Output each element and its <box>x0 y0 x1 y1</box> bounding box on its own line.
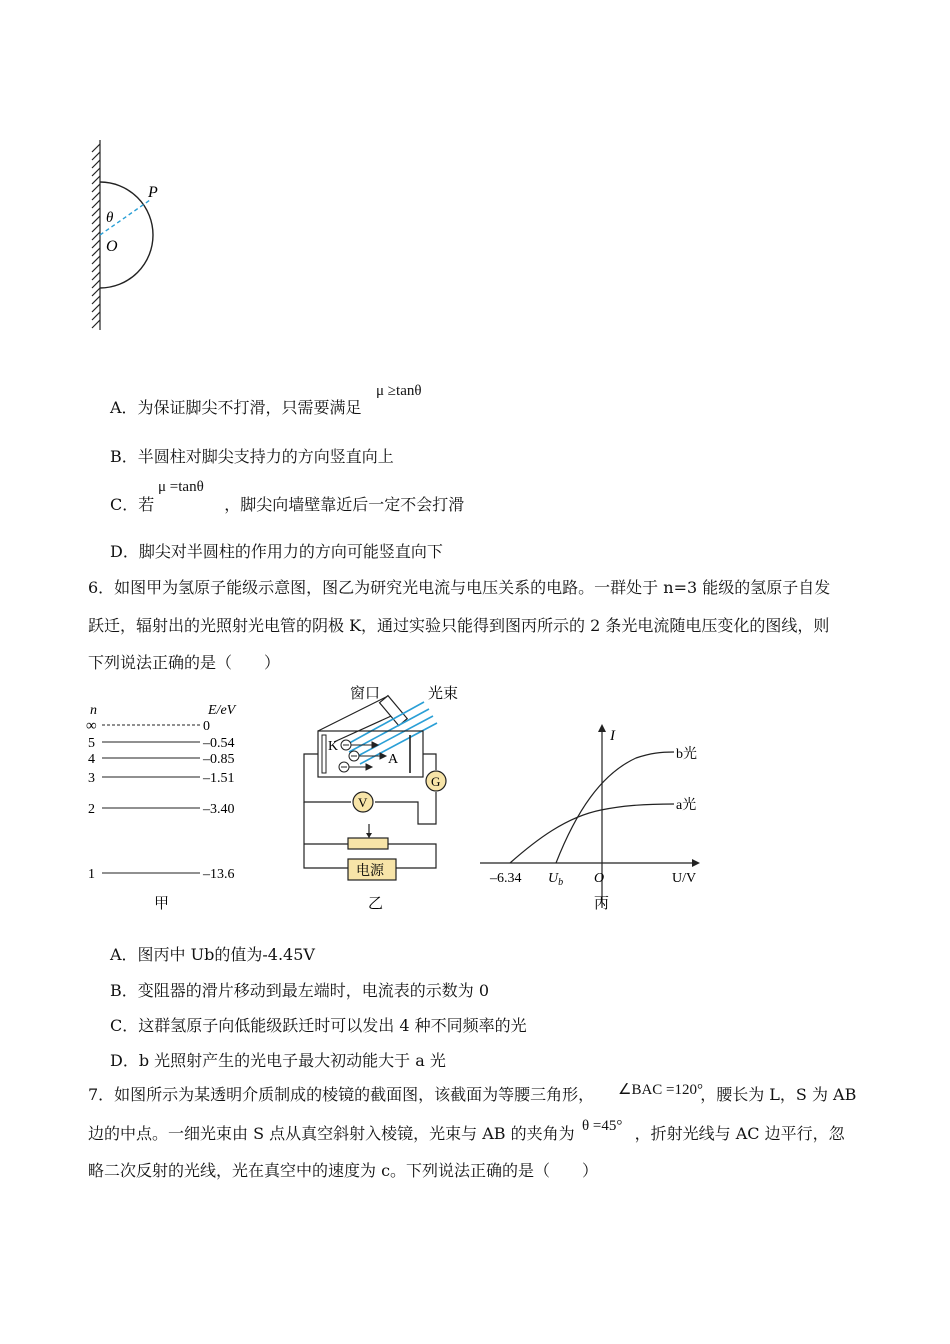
u-axis-label: U/V <box>672 871 697 886</box>
energy-level-diagram <box>82 698 252 913</box>
q7-stem-line3: 略二次反射的光线，光在真空中的速度为 c。下列说法正确的是（ ） <box>88 1161 599 1180</box>
level-1-n: 1 <box>88 867 95 882</box>
level-3-e: –1.51 <box>203 771 235 786</box>
q7-line2-part-b: ，折射光线与 AC 边平行，忽 <box>634 1124 845 1143</box>
level-inf-n: ∞ <box>86 718 97 734</box>
i-label: I <box>610 728 615 744</box>
galvanometer-label: G <box>431 774 441 789</box>
q5-option-a-text: A．为保证脚尖不打滑，只需要满足 <box>110 398 362 417</box>
q6-stem-line3: 下列说法正确的是（ ） <box>88 653 281 672</box>
q6-option-a: A．图丙中 Ub的值为-4.45V <box>110 945 315 964</box>
level-4-e: –0.85 <box>203 752 235 767</box>
q7-formula-theta: θ =45° <box>582 1118 623 1134</box>
q5-option-a-formula: μ ≥tanθ <box>376 383 422 399</box>
q5-option-c-formula: μ =tanθ <box>158 479 204 495</box>
q7-line1-part-a: 7．如图所示为某透明介质制成的棱镜的截面图，该截面为等腰三角形， <box>88 1085 595 1104</box>
level-2-e: –3.40 <box>203 802 235 817</box>
iu-graph <box>476 722 706 914</box>
rheostat <box>348 838 388 849</box>
n-label: n <box>90 703 97 718</box>
power-source-label: 电源 <box>356 864 384 879</box>
anode-label: A <box>388 752 399 767</box>
q5-option-c-suffix: ，脚尖向墙壁靠近后一定不会打滑 <box>224 495 465 514</box>
q6-stem-line1: 6．如图甲为氢原子能级示意图，图乙为研究光电流与电压关系的电路。一群处于 n=3 能级的氢原子自发 <box>88 578 831 597</box>
q6-stem-line2: 跃迁，辐射出的光照射光电管的阴极 K，通过实验只能得到图丙所示的 2 条光电流随电压变化的图线，则 <box>88 616 830 635</box>
level-5-e: –0.54 <box>203 736 235 751</box>
label-theta: θ <box>106 210 114 226</box>
tube-body <box>318 731 423 777</box>
voltmeter-label: V <box>358 795 368 810</box>
q5-option-a <box>110 398 362 418</box>
level-3-n: 3 <box>88 771 95 786</box>
beam-label: 光束 <box>428 686 459 702</box>
rheostat-slider <box>366 833 372 838</box>
level-2-n: 2 <box>88 802 95 817</box>
window-label: 窗口 <box>350 686 381 702</box>
caption-jia: 甲 <box>154 896 170 912</box>
ub-label: $U_b$ <box>548 871 564 888</box>
q7-stem-line1 <box>88 1085 856 1105</box>
q5-option-c-prefix: C．若 <box>110 495 155 514</box>
e-label: E/eV <box>208 703 236 718</box>
caption-bing: 丙 <box>594 896 610 912</box>
x-tick-label: –6.34 <box>490 871 522 886</box>
q7-formula-angle: ∠BAC =120° <box>618 1082 703 1098</box>
b-light-label: b光 <box>676 747 697 762</box>
caption-yi: 乙 <box>368 896 384 912</box>
curve-a <box>510 804 674 863</box>
origin-label: O <box>594 871 605 886</box>
level-4-n: 4 <box>88 752 95 767</box>
cathode-plate <box>322 735 326 773</box>
semicircle-figure <box>88 140 178 335</box>
circuit-diagram <box>292 678 464 913</box>
level-5-n: 5 <box>88 736 95 751</box>
q7-stem-line2 <box>88 1124 845 1144</box>
q7-line2-part-a: 边的中点。一细光束由 S 点从真空斜射入棱镜，光束与 AB 的夹角为 <box>88 1124 575 1143</box>
label-p: P <box>148 184 158 201</box>
label-o: O <box>106 238 118 255</box>
q5-option-c <box>110 495 464 515</box>
q7-line1-part-b: ，腰长为 L，S 为 AB <box>700 1085 857 1104</box>
q6-option-b: B．变阻器的滑片移动到最左端时，电流表的示数为 0 <box>110 981 490 1000</box>
q6-option-d: D．b 光照射产生的光电子最大初动能大于 a 光 <box>110 1051 446 1070</box>
q6-option-c: C．这群氢原子向低能级跃迁时可以发出 4 种不同频率的光 <box>110 1016 527 1035</box>
q5-option-b: B．半圆柱对脚尖支持力的方向竖直向上 <box>110 447 394 466</box>
level-1-e: –13.6 <box>203 867 235 882</box>
wall-hatching <box>92 140 100 330</box>
q5-option-d: D．脚尖对半圆柱的作用力的方向可能竖直向下 <box>110 542 443 561</box>
level-inf-e: 0 <box>203 719 210 734</box>
semicircle-outline <box>100 182 153 288</box>
cathode-label: K <box>328 739 339 754</box>
a-light-label: a光 <box>676 798 697 813</box>
